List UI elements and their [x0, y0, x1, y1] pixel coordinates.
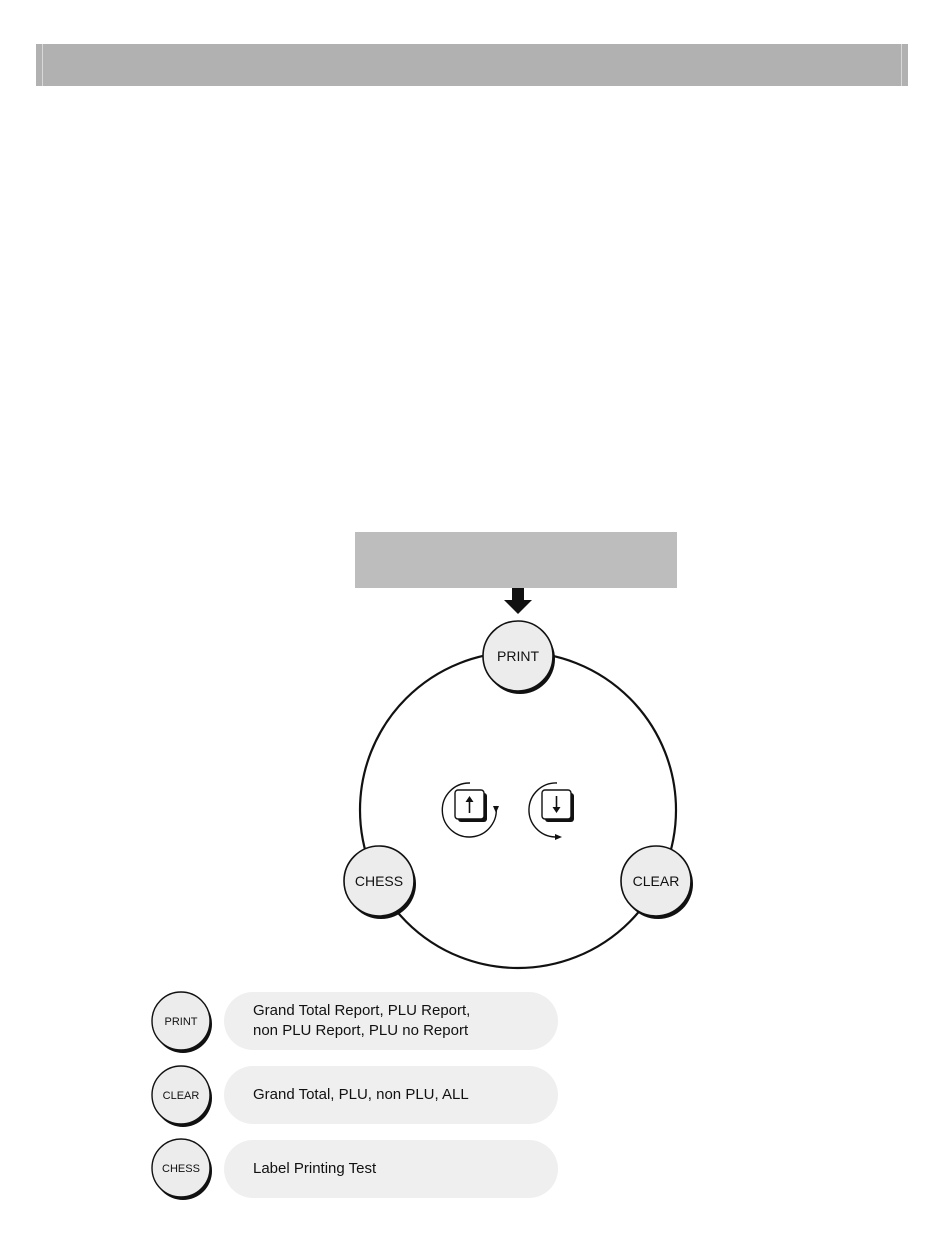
arrow-down-key-icon[interactable]	[529, 783, 574, 840]
legend-chess-line-1: Label Printing Test	[253, 1160, 377, 1177]
legend-clear-key	[152, 1066, 212, 1127]
cycle-circle	[360, 652, 676, 968]
print-key-label: PRINT	[497, 648, 539, 664]
down-arrow-icon	[504, 588, 532, 614]
legend-print-description	[253, 1001, 470, 1041]
legend-print-key	[152, 992, 212, 1053]
chess-key-label: CHESS	[354, 873, 404, 889]
legend-chess-description	[253, 1159, 376, 1179]
legend-print-line-2: non PLU Report, PLU no Report	[253, 1022, 469, 1039]
legend-row-chess	[224, 1140, 558, 1198]
clear-key-label: CLEAR	[632, 873, 680, 889]
chess-key[interactable]	[344, 846, 416, 919]
legend-chess-key	[152, 1139, 212, 1200]
legend-clear-line-1: Grand Total, PLU, non PLU, ALL	[253, 1086, 469, 1103]
legend-chess-key-label: CHESS	[162, 1163, 200, 1175]
legend-print-key-label: PRINT	[164, 1016, 198, 1028]
legend-print-line-1: Grand Total Report, PLU Report,	[253, 1002, 471, 1019]
print-key[interactable]	[483, 621, 555, 694]
legend-clear-key-label: CLEAR	[162, 1090, 200, 1102]
clear-key[interactable]	[621, 846, 693, 919]
legend-row-clear	[224, 1066, 558, 1124]
arrow-up-key-icon[interactable]	[442, 783, 499, 837]
legend-row-print	[224, 992, 558, 1050]
legend-clear-description	[253, 1085, 469, 1105]
